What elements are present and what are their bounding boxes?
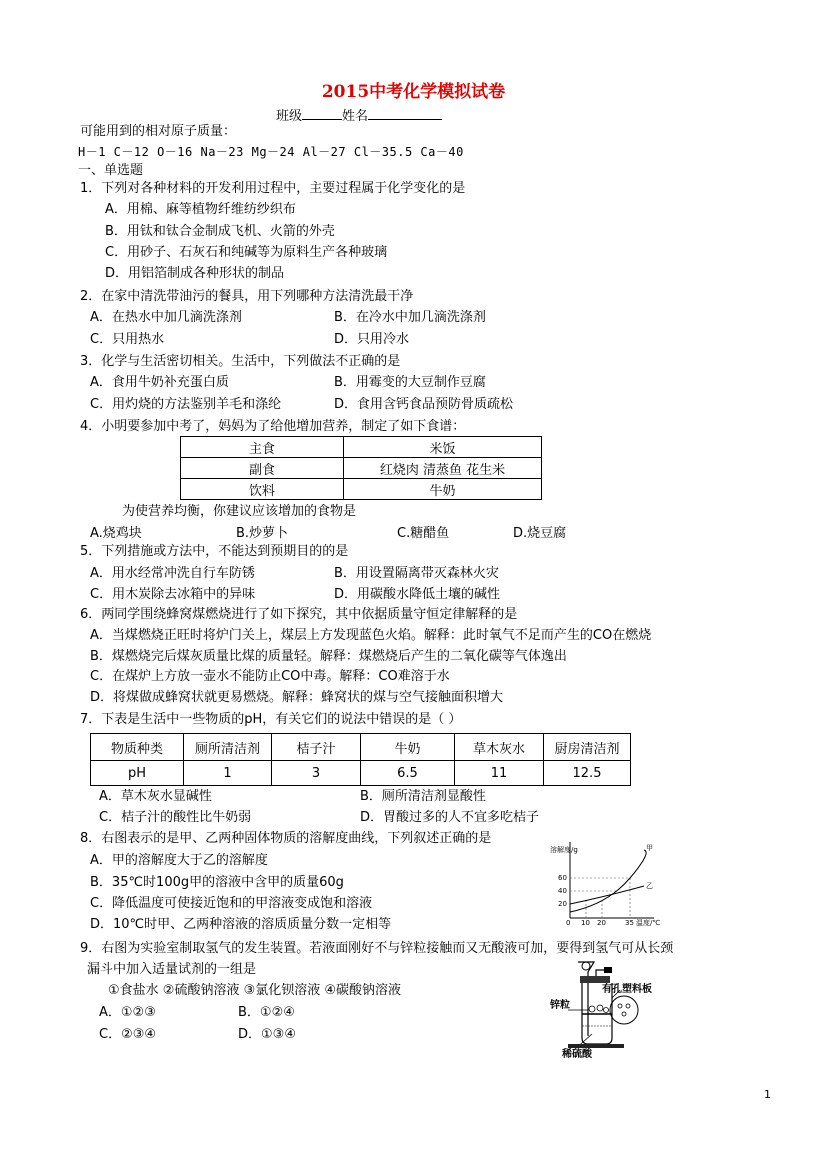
q9-option-d: D．①③④ bbox=[238, 1027, 296, 1042]
hole-icon bbox=[618, 1004, 622, 1008]
table-row bbox=[91, 734, 631, 761]
y-label: 溶解度/g bbox=[550, 846, 578, 854]
stopper bbox=[580, 976, 610, 983]
solubility-curve-figure bbox=[548, 838, 660, 926]
q3-stem: 3．化学与生活密切相关。生活中，下列做法不正确的是 bbox=[80, 354, 401, 369]
q2-stem: 2．在家中清洗带油污的餐具，用下列哪种方法清洗最干净 bbox=[80, 289, 414, 304]
q7-option-c: C．桔子汁的酸性比牛奶弱 bbox=[99, 810, 252, 825]
table-cell: 3 bbox=[272, 761, 361, 786]
q1-option-d: D．用铝箔制成各种形状的制品 bbox=[105, 266, 285, 281]
table-row bbox=[181, 437, 542, 458]
table-cell: 6.5 bbox=[361, 761, 455, 786]
hole-icon bbox=[622, 1012, 626, 1016]
q4-option-b: B.炒萝卜 bbox=[236, 526, 289, 541]
q6-stem: 6．两同学围绕蜂窝煤燃烧进行了如下探究，其中依据质量守恒定律解释的是 bbox=[80, 607, 518, 622]
q8-option-c: C．降低温度可使接近饱和的甲溶液变成饱和溶液 bbox=[90, 896, 373, 911]
funnel-mouth bbox=[582, 962, 590, 970]
y-tick: 40 bbox=[558, 887, 567, 895]
q1-option-b: B．用钛和钛合金制成飞机、火箭的外壳 bbox=[105, 224, 335, 239]
curve-yi bbox=[570, 886, 644, 904]
x-tick: 20 bbox=[597, 919, 606, 926]
q1-option-a: A．用棉、麻等植物纤维纺纱织布 bbox=[105, 202, 296, 217]
q6-option-c: C．在煤炉上方放一壶水不能防止CO中毒。解释：CO难溶于水 bbox=[90, 669, 450, 684]
student-info-line bbox=[276, 106, 442, 126]
q4-prompt: 为使营养均衡，你建议应该增加的食物是 bbox=[122, 504, 357, 519]
menu-table bbox=[180, 436, 542, 500]
q8-option-a: A．甲的溶解度大于乙的溶解度 bbox=[90, 853, 268, 868]
atomic-masses: H－1 C－12 O－16 Na－23 Mg－24 Al－27 Cl－35.5 Ca－40 bbox=[78, 145, 464, 159]
y-tick: 20 bbox=[558, 900, 567, 908]
q7-option-d: D．胃酸过多的人不宜多吃桔子 bbox=[360, 810, 540, 825]
q4-stem: 4．小明要参加中考了，妈妈为了给他增加营养，制定了如下食谱： bbox=[80, 419, 466, 434]
zinc-label: 锌粒 bbox=[550, 1000, 570, 1011]
table-cell: 米饭 bbox=[344, 437, 542, 458]
q6-option-b: B．煤燃烧完后煤灰质量比煤的质量轻。解释：煤燃烧后产生的二氧化碳等气体逸出 bbox=[90, 649, 567, 664]
table-row bbox=[181, 458, 542, 479]
atomic-mass-label: 可能用到的相对原子质量： bbox=[80, 124, 237, 139]
q1-stem: 1．下列对各种材料的开发利用过程中，主要过程属于化学变化的是 bbox=[80, 181, 466, 196]
table-cell: 红烧肉 清蒸鱼 花生米 bbox=[344, 458, 542, 479]
x-tick: 0 bbox=[566, 919, 571, 926]
zinc-granule bbox=[604, 1008, 609, 1013]
q6-option-a: A．当煤燃烧正旺时将炉门关上，煤层上方发现蓝色火焰。解释：此时氧气不足而产生的CO在燃烧 bbox=[90, 628, 652, 643]
class-label: 班级 bbox=[276, 109, 303, 124]
q2-option-a: A．在热水中加几滴洗涤剂 bbox=[90, 310, 242, 325]
q9-option-c: C．②③④ bbox=[99, 1027, 157, 1042]
curve-yi-label: 乙 bbox=[646, 882, 653, 890]
q7-option-b: B．厕所清洁剂显酸性 bbox=[360, 789, 486, 804]
q2-option-d: D．只用冷水 bbox=[334, 332, 410, 347]
q8-option-b: B．35℃时100g甲的溶液中含甲的质量60g bbox=[90, 875, 344, 890]
acid-label: 稀硫酸 bbox=[562, 1049, 592, 1058]
q9-option-b: B．①②④ bbox=[238, 1005, 295, 1020]
table-cell: 草木灰水 bbox=[455, 734, 544, 761]
x-tick: 10 bbox=[581, 919, 590, 926]
q3-option-a: A．食用牛奶补充蛋白质 bbox=[90, 375, 229, 390]
q9-stem-line2: 漏斗中加入适量试剂的一组是 bbox=[87, 962, 257, 977]
q5-option-b: B．用设置隔离带灭森林火灾 bbox=[334, 566, 499, 581]
table-cell: 牛奶 bbox=[361, 734, 455, 761]
page-number: 1 bbox=[764, 1088, 771, 1101]
q2-option-b: B．在冷水中加几滴洗涤剂 bbox=[334, 310, 486, 325]
x-label: 温度/℃ bbox=[636, 919, 660, 926]
q3-option-c: C．用灼烧的方法鉴别羊毛和涤纶 bbox=[90, 397, 282, 412]
ph-table bbox=[90, 733, 631, 786]
q3-option-b: B．用霉变的大豆制作豆腐 bbox=[334, 375, 486, 390]
q3-option-d: D．食用含钙食品预防骨质疏松 bbox=[334, 397, 514, 412]
q9-stem-line1: 9．右图为实验室制取氢气的发生装置。若液面刚好不与锌粒接触而又无酸液可加，要得到氢气可从长颈 bbox=[80, 941, 674, 956]
y-tick: 60 bbox=[558, 874, 567, 882]
class-blank bbox=[302, 106, 342, 120]
name-label: 姓名 bbox=[342, 109, 369, 124]
page-title: 2015中考化学模拟试卷 bbox=[321, 82, 506, 102]
plate-label: 有孔塑料板 bbox=[602, 984, 652, 995]
funnel bbox=[578, 962, 594, 1036]
q5-option-d: D．用碳酸水降低土壤的碱性 bbox=[334, 587, 501, 602]
section-heading: 一、单选题 bbox=[78, 163, 144, 178]
q5-option-a: A．用水经常冲洗自行车防锈 bbox=[90, 566, 255, 581]
q4-option-a: A.烧鸡块 bbox=[90, 526, 142, 541]
table-row bbox=[181, 479, 542, 500]
hydrogen-apparatus-figure bbox=[548, 958, 668, 1058]
q5-stem: 5．下列措施或方法中，不能达到预期目的的是 bbox=[80, 544, 349, 559]
hole-icon bbox=[626, 1004, 630, 1008]
table-cell: 厕所清洁剂 bbox=[184, 734, 272, 761]
q4-option-c: C.糖醋鱼 bbox=[397, 526, 450, 541]
x-tick: 35 bbox=[625, 919, 634, 926]
q1-option-c: C．用砂子、石灰石和纯碱等为原料生产各种玻璃 bbox=[105, 245, 388, 260]
table-cell: 物质种类 bbox=[91, 734, 184, 761]
zinc-granule bbox=[597, 1005, 603, 1011]
q6-option-d: D．将煤做成蜂窝状就更易燃烧。解释：蜂窝状的煤与空气接触面积增大 bbox=[90, 690, 504, 705]
table-cell: 厨房清洁剂 bbox=[544, 734, 631, 761]
table-cell: 11 bbox=[455, 761, 544, 786]
base-stand bbox=[568, 1044, 624, 1048]
q7-stem: 7．下表是生活中一些物质的pH，有关它们的说法中错误的是（ ） bbox=[80, 712, 462, 727]
q8-option-d: D．10℃时甲、乙两种溶液的溶质质量分数一定相等 bbox=[90, 917, 392, 932]
table-cell: pH bbox=[91, 761, 184, 786]
q2-option-c: C．只用热水 bbox=[90, 332, 165, 347]
table-row bbox=[91, 761, 631, 786]
clamp bbox=[604, 967, 612, 973]
table-cell: 饮料 bbox=[181, 479, 344, 500]
q7-option-a: A．草木灰水显碱性 bbox=[99, 789, 212, 804]
curve-jia-label: 甲 bbox=[646, 844, 653, 852]
zinc-granule bbox=[589, 1006, 595, 1012]
q5-option-c: C．用木炭除去冰箱中的异味 bbox=[90, 587, 256, 602]
table-cell: 1 bbox=[184, 761, 272, 786]
q8-stem: 8．右图表示的是甲、乙两种固体物质的溶解度曲线，下列叙述正确的是 bbox=[80, 831, 492, 846]
q4-option-d: D.烧豆腐 bbox=[513, 526, 567, 541]
table-cell: 牛奶 bbox=[344, 479, 542, 500]
curve-jia bbox=[570, 850, 646, 912]
table-cell: 主食 bbox=[181, 437, 344, 458]
q9-items: ①食盐水 ②硫酸钠溶液 ③氯化钡溶液 ④碳酸钠溶液 bbox=[108, 983, 402, 998]
name-blank bbox=[368, 106, 442, 120]
q9-option-a: A．①②③ bbox=[99, 1005, 156, 1020]
table-cell: 副食 bbox=[181, 458, 344, 479]
table-cell: 12.5 bbox=[544, 761, 631, 786]
table-cell: 桔子汁 bbox=[272, 734, 361, 761]
plate-detail bbox=[610, 996, 638, 1024]
